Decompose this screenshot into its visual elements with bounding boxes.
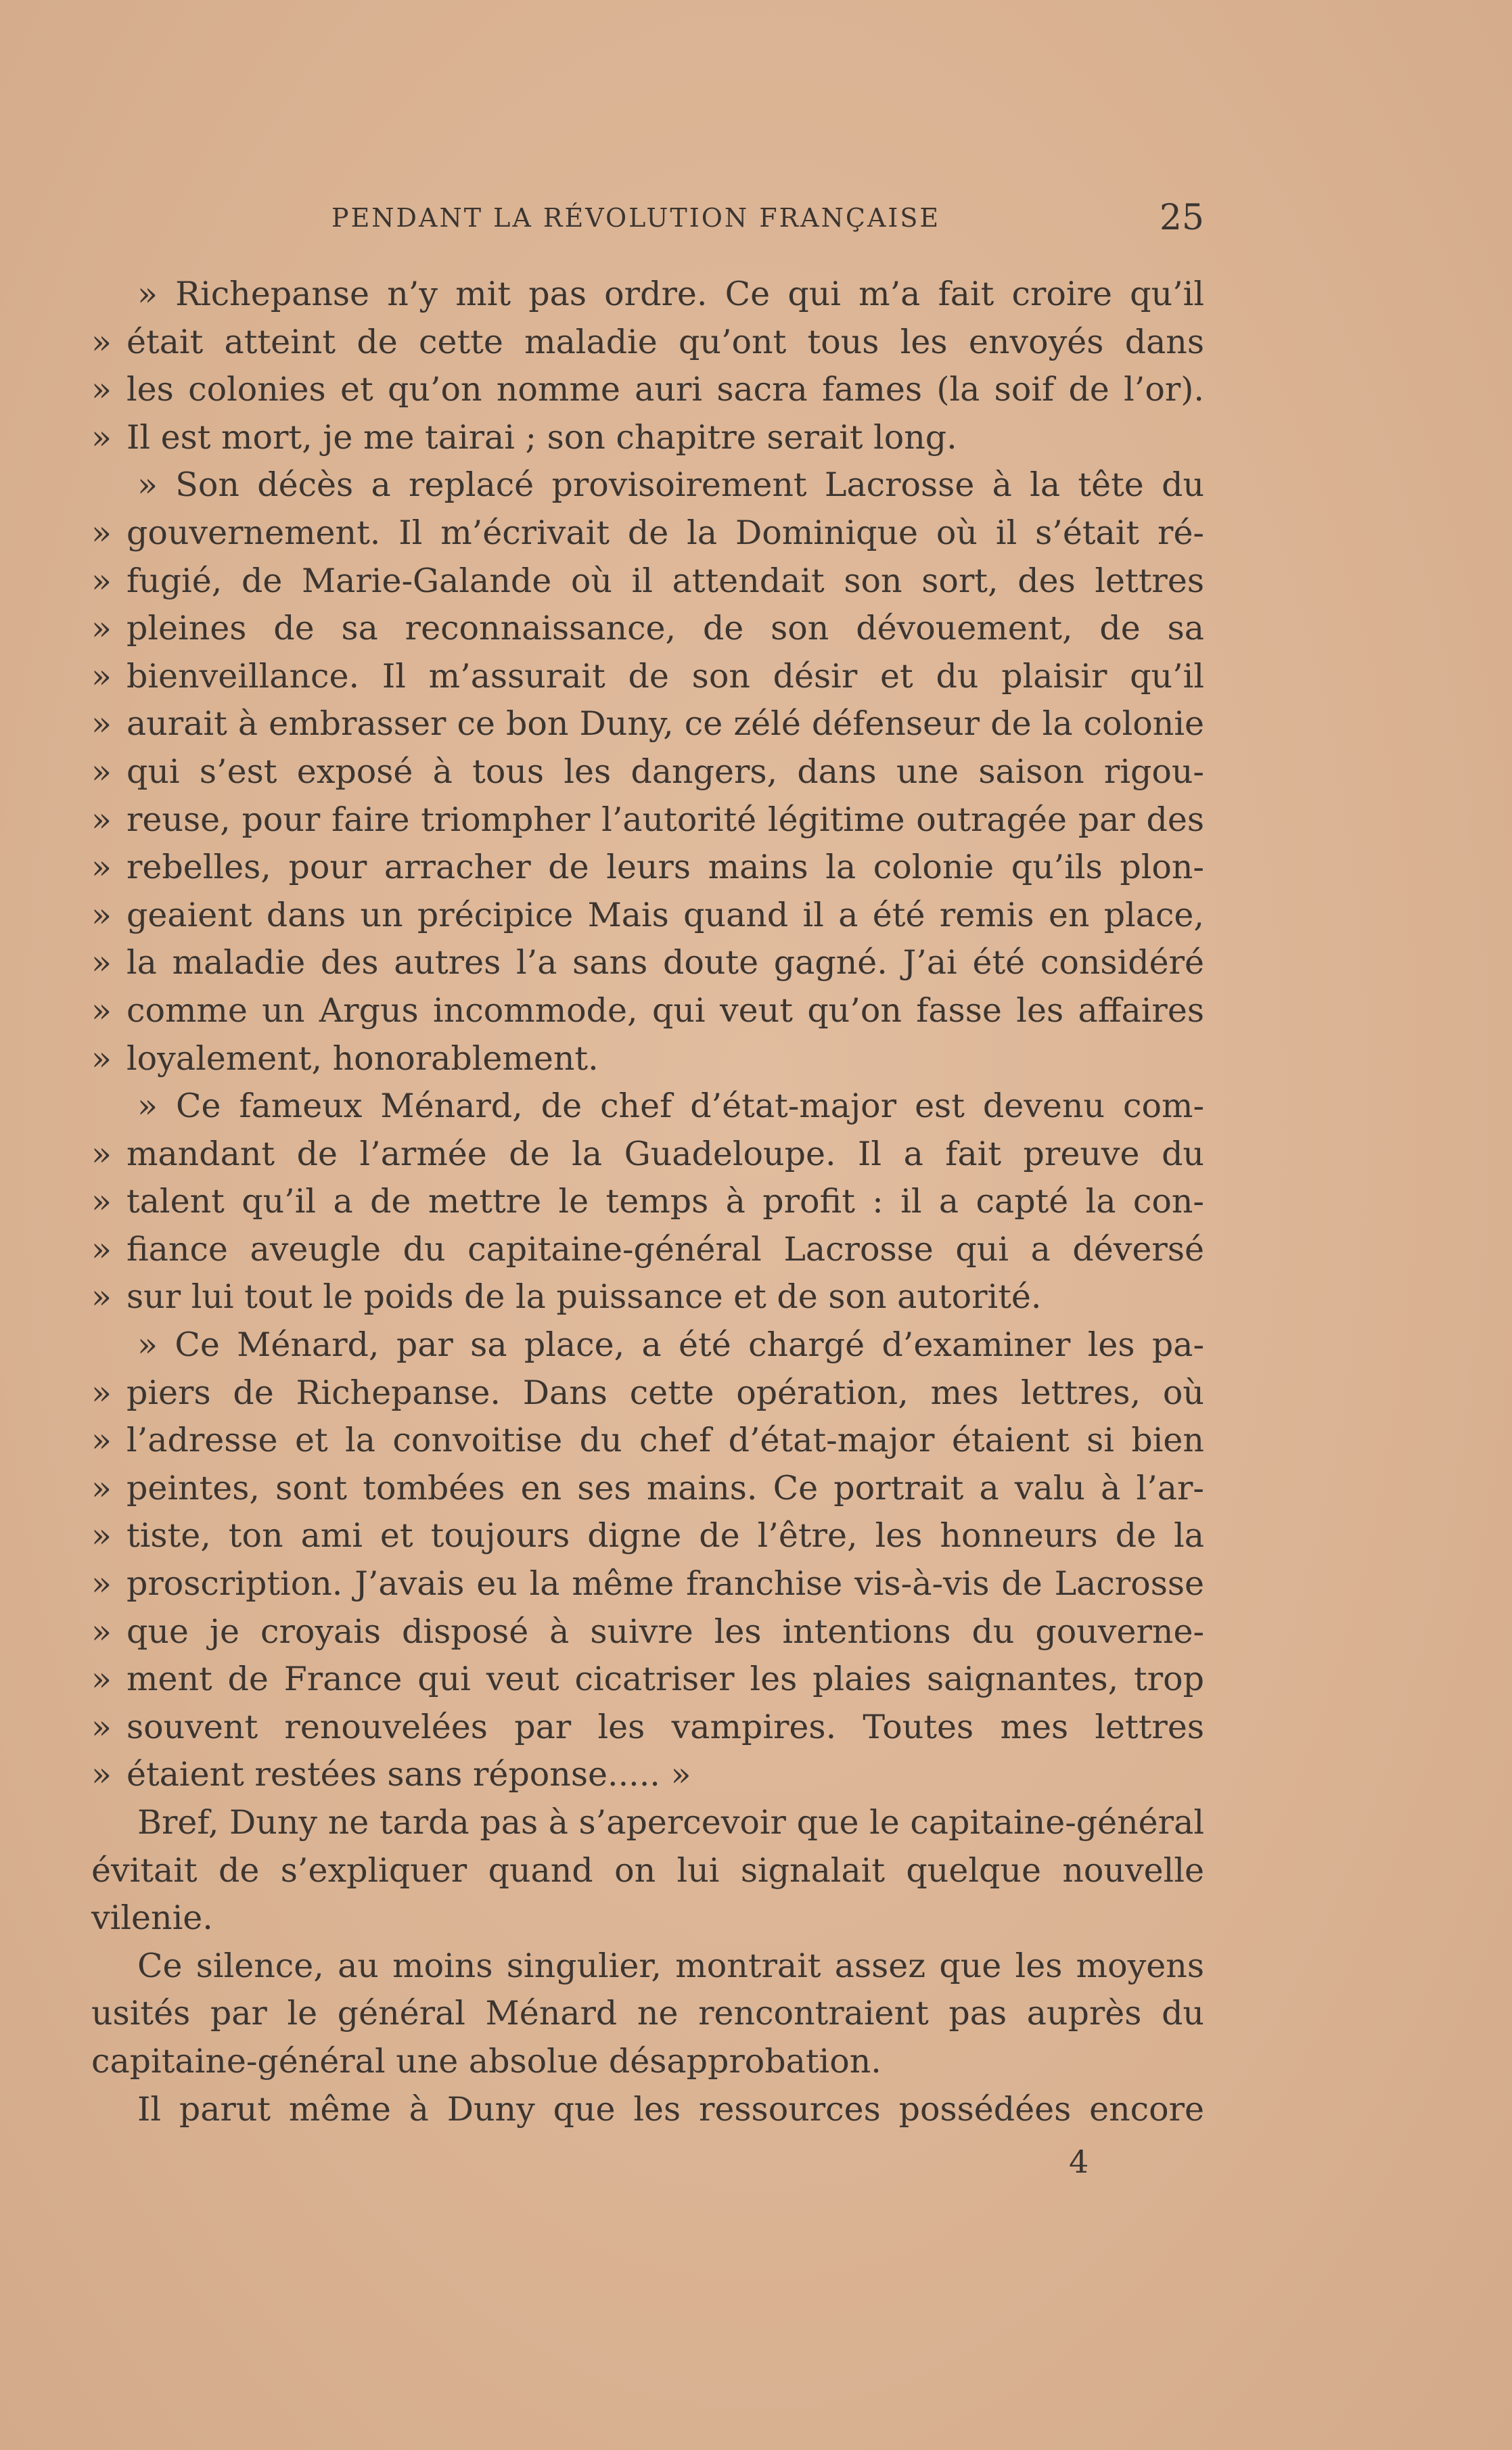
- line-text: que je croyais disposé à suivre les intentions du gouverne-: [127, 1612, 1204, 1651]
- text-line: [91, 1273, 1204, 1321]
- line-text: » Ce Ménard, par sa place, a été chargé d’examiner les pa-: [137, 1325, 1204, 1365]
- text-line: [91, 1751, 1204, 1799]
- text-line: [91, 461, 1204, 509]
- text-line: [91, 1417, 1204, 1465]
- text-line: [91, 939, 1204, 987]
- line-text: ment de France qui veut cicatriser les plaies saignantes, trop: [127, 1660, 1204, 1699]
- text-line: [91, 653, 1204, 701]
- text-line: [91, 509, 1204, 558]
- text-line: [91, 1895, 1204, 1943]
- line-text: Bref, Duny ne tarda pas à s’apercevoir que le capitaine-général: [137, 1803, 1204, 1842]
- line-text: comme un Argus incommode, qui veut qu’on fasse les affaires: [127, 991, 1204, 1030]
- text-line: [91, 1083, 1204, 1131]
- quote-mark: »: [91, 513, 112, 552]
- line-text: capitaine-général une absolue désapprobation.: [91, 2041, 881, 2081]
- quote-mark: »: [91, 322, 112, 361]
- text-line: [91, 1799, 1204, 1847]
- line-text: Ce silence, au moins singulier, montrait assez que les moyens: [137, 1946, 1204, 1985]
- quote-mark: »: [91, 1182, 112, 1221]
- quote-mark: »: [91, 1039, 112, 1078]
- quote-mark: »: [91, 1516, 112, 1556]
- text-line: [91, 1131, 1204, 1179]
- line-text: vilenie.: [91, 1899, 213, 1938]
- text-line: [91, 2038, 1204, 2086]
- text-line: [91, 844, 1204, 892]
- quote-mark: »: [91, 1707, 112, 1746]
- line-text: proscription. J’avais eu la même franchise vis-à-vis de Lacrosse: [127, 1564, 1204, 1604]
- text-line: [91, 1226, 1204, 1274]
- quote-mark: »: [91, 991, 112, 1030]
- text-line: [91, 796, 1204, 844]
- quote-mark: »: [91, 1755, 112, 1794]
- text-line: [91, 366, 1204, 414]
- text-line: [91, 1178, 1204, 1226]
- line-text: bienveillance. Il m’assurait de son désir et du plaisir qu’il: [127, 656, 1204, 696]
- line-text: gouvernement. Il m’écrivait de la Dominique où il s’était ré-: [127, 513, 1204, 552]
- quote-mark: »: [91, 561, 112, 600]
- quote-mark: »: [91, 1468, 112, 1507]
- line-text: l’adresse et la convoitise du chef d’état-major étaient si bien: [127, 1421, 1204, 1460]
- line-text: » Son décès a replacé provisoirement Lacrosse à la tête du: [137, 466, 1204, 505]
- text-line: [91, 892, 1204, 940]
- line-text: talent qu’il a de mettre le temps à profit : il a capté la con-: [127, 1182, 1204, 1221]
- text-line: [91, 605, 1204, 653]
- text-line: [91, 1847, 1204, 1895]
- line-text: évitait de s’expliquer quand on lui signalait quelque nouvelle: [91, 1851, 1204, 1890]
- text-line: [91, 1512, 1204, 1560]
- line-text: la maladie des autres l’a sans doute gagné. J’ai été considéré: [127, 943, 1204, 982]
- text-line: [91, 1990, 1204, 2038]
- quote-mark: »: [91, 370, 112, 409]
- text-line: [91, 271, 1204, 319]
- line-text: » Ce fameux Ménard, de chef d’état-major est devenu com-: [137, 1087, 1204, 1126]
- quote-mark: »: [91, 1660, 112, 1699]
- line-text: geaient dans un précipice Mais quand il a été remis en place,: [127, 895, 1204, 934]
- line-text: étaient restées sans réponse..... »: [127, 1755, 691, 1794]
- text-line: [91, 987, 1204, 1035]
- line-text: les colonies et qu’on nomme auri sacra fames (la soif de l’or).: [127, 370, 1204, 409]
- text-line: [91, 1465, 1204, 1513]
- text-line: [91, 748, 1204, 796]
- quote-mark: »: [91, 656, 112, 696]
- quote-mark: »: [91, 1229, 112, 1269]
- line-text: fugié, de Marie-Galande où il attendait son sort, des lettres: [127, 561, 1204, 600]
- quote-mark: »: [91, 417, 112, 457]
- text-line: [91, 1608, 1204, 1656]
- line-text: peintes, sont tombées en ses mains. Ce portrait a valu à l’ar-: [127, 1468, 1204, 1507]
- text-line: [91, 1369, 1204, 1417]
- quote-mark: »: [91, 895, 112, 934]
- text-line: [91, 1560, 1204, 1608]
- running-head-title: PENDANT LA RÉVOLUTION FRANÇAISE: [331, 203, 941, 233]
- line-text: sur lui tout le poids de la puissance et de son autorité.: [127, 1277, 1042, 1317]
- running-head: [331, 198, 1204, 244]
- line-text: était atteint de cette maladie qu’ont tous les envoyés dans: [127, 322, 1204, 361]
- line-text: souvent renouvelées par les vampires. Toutes mes lettres: [127, 1707, 1204, 1746]
- quote-mark: »: [91, 800, 112, 839]
- quote-mark: »: [91, 848, 112, 887]
- quote-mark: »: [91, 1564, 112, 1604]
- signature-mark: 4: [1069, 2143, 1089, 2180]
- quote-mark: »: [91, 943, 112, 982]
- line-text: usités par le général Ménard ne rencontraient pas auprès du: [91, 1994, 1204, 2033]
- quote-mark: »: [91, 1421, 112, 1460]
- line-text: Il parut même à Duny que les ressources possédées encore: [137, 2089, 1204, 2129]
- quote-mark: »: [91, 1612, 112, 1651]
- text-line: [91, 700, 1204, 748]
- line-text: » Richepanse n’y mit pas ordre. Ce qui m’a fait croire qu’il: [137, 275, 1204, 313]
- line-text: fiance aveugle du capitaine-général Lacrosse qui a déversé: [127, 1229, 1204, 1269]
- page-number: 25: [1159, 198, 1204, 238]
- text-line: [91, 414, 1204, 462]
- line-text: Il est mort, je me tairai ; son chapitre serait long.: [127, 417, 957, 457]
- quote-mark: »: [91, 1277, 112, 1317]
- quote-mark: »: [91, 1373, 112, 1412]
- line-text: piers de Richepanse. Dans cette opération, mes lettres, où: [127, 1373, 1204, 1412]
- body-text: [91, 271, 1204, 2133]
- line-text: loyalement, honorablement.: [127, 1039, 599, 1078]
- line-text: aurait à embrasser ce bon Duny, ce zélé défenseur de la colonie: [127, 704, 1204, 744]
- quote-mark: »: [91, 704, 112, 744]
- text-line: [91, 1035, 1204, 1083]
- line-text: reuse, pour faire triompher l’autorité légitime outragée par des: [127, 800, 1204, 839]
- line-text: rebelles, pour arracher de leurs mains la colonie qu’ils plon-: [127, 848, 1204, 887]
- line-text: tiste, ton ami et toujours digne de l’être, les honneurs de la: [127, 1516, 1204, 1556]
- text-line: [91, 1321, 1204, 1369]
- quote-mark: »: [91, 609, 112, 648]
- line-text: mandant de l’armée de la Guadeloupe. Il a fait preuve du: [127, 1134, 1204, 1173]
- text-line: [91, 319, 1204, 367]
- text-line: [91, 1704, 1204, 1752]
- line-text: pleines de sa reconnaissance, de son dévouement, de sa: [127, 609, 1204, 648]
- line-text: qui s’est exposé à tous les dangers, dans une saison rigou-: [127, 752, 1204, 791]
- text-line: [91, 2086, 1204, 2134]
- quote-mark: »: [91, 1134, 112, 1173]
- text-line: [91, 1656, 1204, 1704]
- quote-mark: »: [91, 752, 112, 791]
- text-line: [91, 558, 1204, 606]
- text-line: [91, 1943, 1204, 1991]
